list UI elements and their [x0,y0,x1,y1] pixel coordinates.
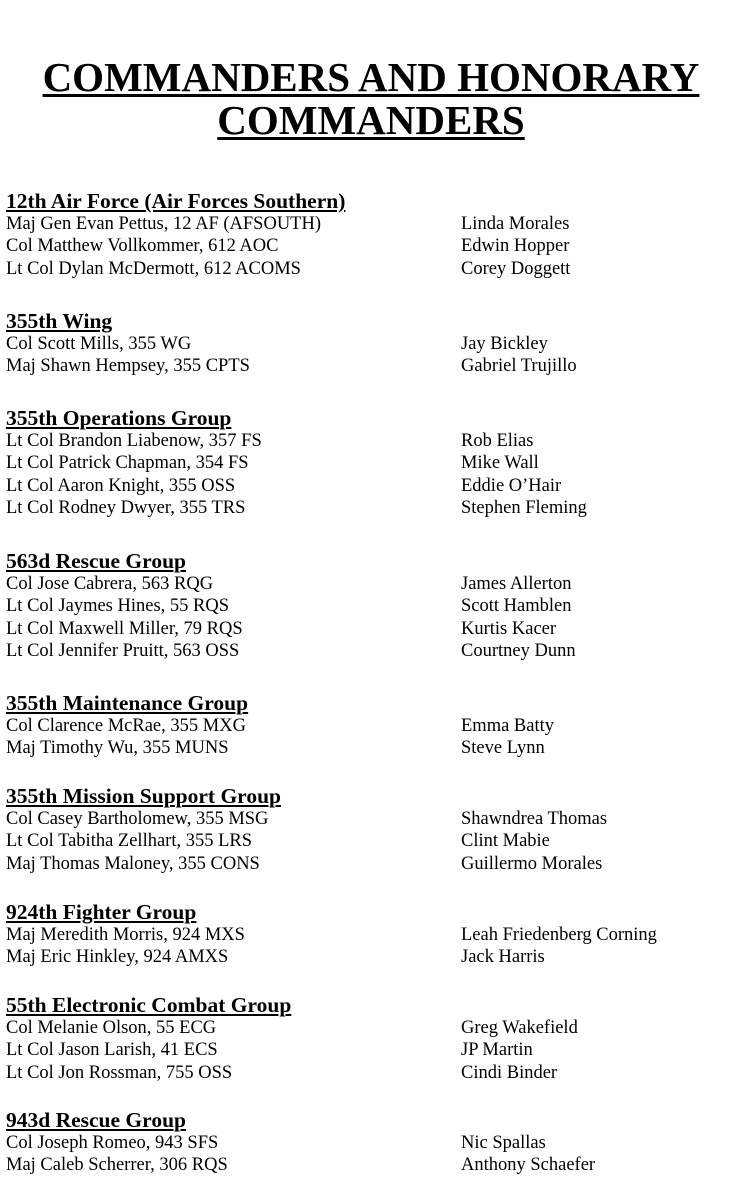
honorary-commander-name: Linda Morales [461,214,570,234]
commander-name: Maj Timothy Wu, 355 MUNS [6,738,229,759]
commander-name: Lt Col Jaymes Hines, 55 RQS [6,596,230,617]
honorary-commander-name: Nic Spallas [461,1133,546,1153]
section-heading: 55th Electronic Combat Group [6,993,292,1017]
section-924th-fighter-group [6,900,736,969]
list-item [6,497,736,519]
section-355th-maintenance-group [6,691,736,760]
honorary-commander-name: Greg Wakefield [461,1018,578,1038]
commander-name: Lt Col Maxwell Miller, 79 RQS [6,618,243,639]
list-item [6,430,736,452]
list-item [6,715,736,737]
honorary-commander-name: Scott Hamblen [461,596,572,617]
commander-name: Col Joseph Romeo, 943 SFS [6,1133,219,1153]
section-heading: 355th Operations Group [6,406,232,430]
list-item [6,1132,736,1154]
list-item [6,640,736,662]
commander-name: Lt Col Jon Rossman, 755 OSS [6,1062,233,1083]
commander-name: Col Matthew Vollkommer, 612 AOC [6,236,279,257]
section-heading: 12th Air Force (Air Forces Southern) [6,189,346,213]
list-item [6,235,736,257]
section-12th-air-force [6,189,736,280]
honorary-commander-name: Eddie O’Hair [461,475,562,496]
commander-name: Lt Col Patrick Chapman, 354 FS [6,453,249,474]
honorary-commander-name: Anthony Schaefer [461,1155,596,1176]
commander-name: Maj Shawn Hempsey, 355 CPTS [6,356,250,377]
commander-name: Maj Gen Evan Pettus, 12 AF (AFSOUTH) [6,214,322,234]
list-item [6,1039,736,1061]
page-title-line-1: COMMANDERS AND HONORARY [42,54,700,100]
page-title [0,56,742,142]
honorary-commander-name: Gabriel Trujillo [461,356,577,377]
section-heading: 355th Maintenance Group [6,691,249,715]
section-heading: 355th Mission Support Group [6,784,281,808]
list-item [6,830,736,852]
commander-name: Lt Col Aaron Knight, 355 OSS [6,475,236,496]
commander-name: Col Scott Mills, 355 WG [6,334,192,354]
section-563d-rescue-group [6,549,736,662]
page-title-line-2: COMMANDERS [217,97,525,143]
commander-name: Lt Col Tabitha Zellhart, 355 LRS [6,831,253,852]
commander-name: Lt Col Jennifer Pruitt, 563 OSS [6,640,240,661]
section-355th-mission-support-group [6,784,736,875]
honorary-commander-name: James Allerton [461,574,572,594]
list-item [6,475,736,497]
list-item [6,853,736,875]
honorary-commander-name: Cindi Binder [461,1062,558,1083]
commander-name: Maj Meredith Morris, 924 MXS [6,925,245,945]
honorary-commander-name: Clint Mabie [461,831,550,852]
honorary-commander-name: Corey Doggett [461,258,571,279]
list-item [6,452,736,474]
list-item [6,1154,736,1176]
commander-name: Lt Col Rodney Dwyer, 355 TRS [6,497,246,518]
list-item [6,573,736,595]
commander-name: Maj Thomas Maloney, 355 CONS [6,853,260,874]
section-943d-rescue-group [6,1108,736,1177]
commander-name: Lt Col Jason Larish, 41 ECS [6,1040,218,1061]
honorary-commander-name: Kurtis Kacer [461,618,557,639]
commander-name: Col Clarence McRae, 355 MXG [6,716,246,736]
section-heading: 563d Rescue Group [6,549,186,573]
honorary-commander-name: Jack Harris [461,947,545,968]
list-item [6,1062,736,1084]
list-item [6,1017,736,1039]
section-heading: 355th Wing [6,309,113,333]
list-item [6,258,736,280]
commander-name: Maj Caleb Scherrer, 306 RQS [6,1155,228,1176]
honorary-commander-name: Courtney Dunn [461,640,576,661]
section-heading: 924th Fighter Group [6,900,197,924]
honorary-commander-name: Jay Bickley [461,334,548,354]
honorary-commander-name: Leah Friedenberg Corning [461,925,657,945]
section-355th-operations-group [6,406,736,519]
commander-name: Col Melanie Olson, 55 ECG [6,1018,217,1038]
honorary-commander-name: Edwin Hopper [461,236,570,257]
list-item [6,333,736,355]
list-item [6,355,736,377]
commander-name: Lt Col Dylan McDermott, 612 ACOMS [6,258,301,279]
section-355th-wing [6,309,736,378]
honorary-commander-name: Emma Batty [461,716,554,736]
list-item [6,924,736,946]
commander-name: Maj Eric Hinkley, 924 AMXS [6,947,229,968]
section-heading: 943d Rescue Group [6,1108,186,1132]
list-item [6,808,736,830]
honorary-commander-name: Stephen Fleming [461,497,587,518]
honorary-commander-name: JP Martin [461,1040,533,1061]
list-item [6,737,736,759]
list-item [6,618,736,640]
commander-name: Col Casey Bartholomew, 355 MSG [6,809,269,829]
commander-name: Col Jose Cabrera, 563 RQG [6,574,214,594]
honorary-commander-name: Rob Elias [461,431,534,451]
list-item [6,946,736,968]
honorary-commander-name: Mike Wall [461,453,539,474]
honorary-commander-name: Guillermo Morales [461,853,603,874]
honorary-commander-name: Shawndrea Thomas [461,809,608,829]
honorary-commander-name: Steve Lynn [461,738,545,759]
section-55th-electronic-combat-group [6,993,736,1084]
list-item [6,595,736,617]
list-item [6,213,736,235]
commander-name: Lt Col Brandon Liabenow, 357 FS [6,431,262,451]
